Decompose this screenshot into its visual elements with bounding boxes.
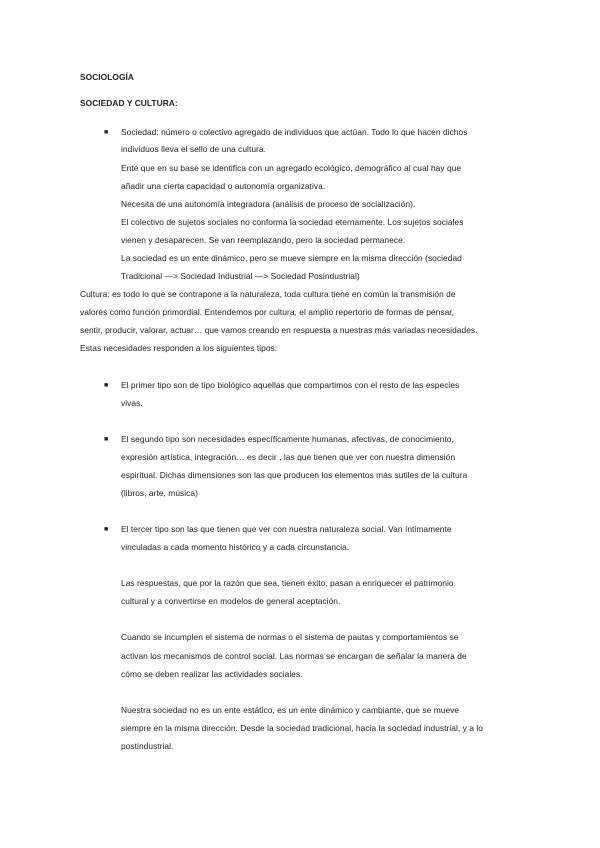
society-line: Sociedad: número o colectivo agregado de individuos que actúan. Todo lo que hacen dichos (121, 127, 468, 137)
need-second-line: (libros, arte, música) (121, 488, 198, 498)
society-line: Ente que en su base se identifica con un agregado ecológico, demográfico al cual hay que (121, 163, 462, 173)
culture-line: sentir, producir, valorar, actuar… que vamos creando en respuesta a nuestras más variadas necesidades. (80, 325, 478, 335)
need-second-line: espiritual. Dichas dimensiones son las que producen los elementos más sutiles de la cultura (121, 470, 468, 480)
need-first-line: El primer tipo son de tipo biológico aquellas que compartimos con el resto de las especies (121, 380, 460, 390)
need-third-line: El tercer tipo son las que tienen que ver con nuestra naturaleza social. Van íntimamente (121, 524, 452, 534)
dynamic-line: postindustrial. (121, 741, 174, 751)
need-second-line: El segundo tipo son necesidades específicamente humanas, afectivas, de conocimiento, (121, 434, 454, 444)
bullet-square-icon (104, 525, 108, 535)
society-line: La sociedad es un ente dinámico, pero se mueve siempre en la misma dirección (sociedad (121, 253, 462, 263)
society-line: Tradicional —> Sociedad Industrial —> Sociedad Posindustrial) (121, 271, 360, 281)
culture-line: valores como función primordial. Entendemos por cultura, el amplio repertorio de formas de pensar, (80, 307, 455, 317)
dynamic-line: siempre en la misma dirección. Desde la sociedad tradicional, hacia la sociedad industrial, y a lo (121, 723, 483, 733)
section-heading: SOCIEDAD Y CULTURA: (80, 98, 178, 108)
norms-line: cómo se deben realizar las actividades sociales. (121, 669, 303, 679)
dynamic-line: Nuestra sociedad no es un ente estático, es un ente dinámico y cambiante, que se mueve (121, 705, 460, 715)
society-line: añadir una cierta capacidad o autonomía organizativa. (121, 181, 326, 191)
responses-line: Las respuestas, que por la razón que sea, tienen éxito, pasan a enriquecer el patrimonio (121, 578, 454, 588)
need-first-line: vivas. (121, 398, 143, 408)
society-line: El colectivo de sujetos sociales no conforma la sociedad eternamente. Los sujetos sociales (121, 217, 464, 227)
need-second-line: expresión artística, integración… es decir , las que tienen que ver con nuestra dimensión (121, 452, 456, 462)
society-line: vienen y desaparecen. Se van reemplazando, pero la sociedad permanece. (121, 235, 406, 245)
bullet-square-icon (104, 381, 108, 391)
bullet-square-icon (104, 435, 108, 445)
responses-line: cultural y a convertirse en modelos de general aceptación. (121, 596, 341, 606)
norms-line: Cuando se incumplen el sistema de normas o el sistema de pautas y comportamientos se (121, 632, 459, 642)
norms-line: activan los mecanismos de control social. Las normas se encargan de señalar la manera de (121, 651, 467, 661)
society-line: Necesita de una autonomía integradora (análisis de proceso de socialización). (121, 199, 416, 209)
bullet-square-icon (104, 128, 108, 138)
society-line: individuos lleva el sello de una cultura. (121, 144, 266, 154)
document-title: SOCIOLOGÍA (80, 72, 135, 82)
need-third-line: vinculadas a cada momento histórico y a cada circunstancia. (121, 542, 350, 552)
culture-line: Estas necesidades responden a los siguientes tipos: (80, 343, 278, 353)
culture-line: Cultura: es todo lo que se contrapone a la naturaleza, toda cultura tiene en común la transmisión de (80, 289, 456, 299)
